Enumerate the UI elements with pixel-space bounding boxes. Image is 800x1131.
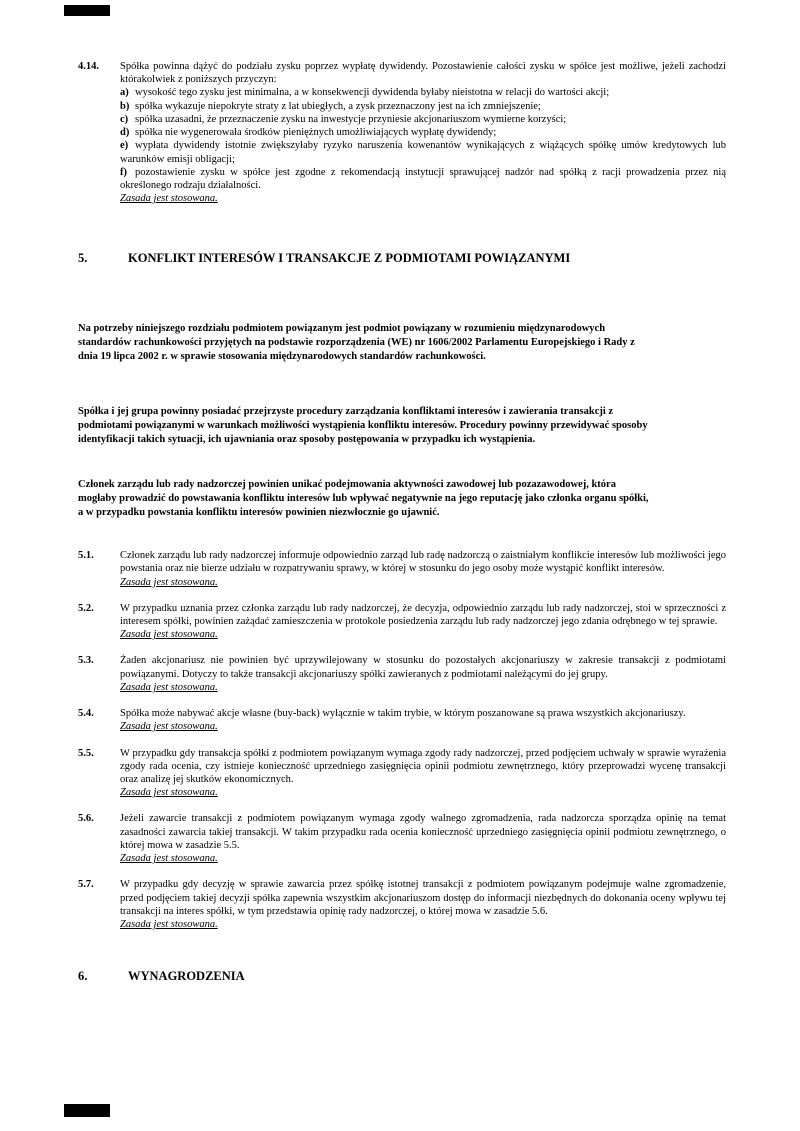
rule-body bbox=[120, 549, 726, 589]
rule-item-5-1 bbox=[78, 549, 726, 589]
subitem-letter: a) bbox=[120, 87, 129, 99]
rule-status: Zasada jest stosowana. bbox=[120, 681, 218, 693]
rule-number: 4.14. bbox=[78, 61, 99, 72]
section-number: 6. bbox=[78, 969, 88, 984]
rule-text: W przypadku gdy transakcja spółki z podmiotem powiązanym wymaga zgody rady nadzorczej, przed podjęciem uchwały w sprawie wyrażenia zgody rada ocenia, czy istnieje konieczność uprzedniego zasięgnięcia opinii podmiotu zewnętrznego, który przeprowadzi wycenę transakcji oraz analizę jej skutków ekonomicznych. bbox=[120, 747, 726, 786]
subitem-text: spółka uzasadni, że przeznaczenie zysku na inwestycje przyniesie akcjonariuszom wymierne korzyści; bbox=[135, 113, 567, 125]
section-title: KONFLIKT INTERESÓW I TRANSAKCJE Z PODMIOTAMI POWIĄZANYMI bbox=[128, 251, 571, 266]
rule-number: 5.6. bbox=[78, 813, 94, 825]
lead-paragraph: Członek zarządu lub rady nadzorczej powinien unikać podejmowania aktywności zawodowej lub pozazawodowej, która mogłaby prowadzić do powstawania konfliktu interesów lub wpływać negatywnie na jego reputację jako członka organu spółki, a w przypadku powstania konfliktu interesów powinien niezwłocznie go ujawnić. bbox=[78, 479, 649, 518]
subitem-text: wysokość tego zysku jest minimalna, a w konsekwencji dywidenda byłaby nieistotna w relacji do wartości akcji; bbox=[135, 87, 610, 99]
rule-text: W przypadku uznania przez członka zarządu lub rady nadzorczej, że decyzja, odpowiednio zarządu lub rady nadzorczej, stoi w sprzeczności z interesem spółki, powinien zażądać zamieszczenia w protokole posiedzenia zarządu lub rady nadzorczej jego zdania odrębnego w tej sprawie. bbox=[120, 602, 726, 628]
rule-body bbox=[120, 60, 726, 205]
rule-status: Zasada jest stosowana. bbox=[120, 787, 218, 799]
subitem-text: wypłata dywidendy istotnie zwiększyłaby ryzyko naruszenia kowenantów wynikających z wiążących spółkę umów kredytowych lub warunków emisji obligacji; bbox=[120, 140, 726, 165]
subitem-letter: e) bbox=[120, 140, 129, 152]
rule-item-5-5 bbox=[78, 747, 726, 800]
rule-intro: Spółka powinna dążyć do podziału zysku poprzez wypłatę dywidendy. Pozostawienie całości zysku w spółce jest możliwe, jeżeli zachodzi którakolwiek z poniższych przyczyn: bbox=[120, 61, 726, 86]
subitem-text: spółka nie wygenerowała środków pieniężnych umożliwiających wypłatę dywidendy; bbox=[135, 127, 497, 139]
rule-item-5-4 bbox=[78, 707, 726, 733]
rule-item-5-6 bbox=[78, 812, 726, 865]
document-content bbox=[78, 0, 726, 984]
rule-subitem-b bbox=[120, 100, 726, 113]
rule-text: Członek zarządu lub rady nadzorczej informuje odpowiednio zarząd lub radę nadzorczą o zaistniałym konflikcie interesów lub możliwości jego powstania oraz nie bierze udziału w rozpatrywaniu sprawy, w której w stosunku do jego osoby może wystąpić konflikt interesów. bbox=[120, 550, 726, 575]
section-number: 5. bbox=[78, 251, 88, 266]
rule-number: 5.3. bbox=[78, 655, 94, 667]
rule-status: Zasada jest stosowana. bbox=[120, 918, 218, 930]
rule-subitem-f bbox=[120, 166, 726, 192]
rule-status: Zasada jest stosowana. bbox=[120, 721, 218, 733]
rule-status: Zasada jest stosowana. bbox=[120, 853, 218, 865]
rule-body bbox=[120, 654, 726, 694]
rule-subitem-c bbox=[120, 113, 726, 126]
subitem-letter: d) bbox=[120, 127, 130, 139]
rule-number: 5.1. bbox=[78, 550, 94, 562]
rule-item-5-3 bbox=[78, 654, 726, 694]
rule-status: Zasada jest stosowana. bbox=[120, 629, 218, 641]
rule-subitem-a bbox=[120, 86, 726, 99]
rule-number: 5.7. bbox=[78, 879, 94, 891]
section-title: WYNAGRODZENIA bbox=[128, 969, 245, 984]
rule-text: Żaden akcjonariusz nie powinien być uprzywilejowany w stosunku do pozostałych akcjonariuszy w zakresie transakcji z podmiotami powiązanymi. Dotyczy to także transakcji akcjonariuszy spółki zawieranych z podmiotami należącymi do jej grupy. bbox=[120, 655, 726, 680]
rule-status: Zasada jest stosowana. bbox=[120, 193, 218, 205]
lead-paragraph: Spółka i jej grupa powinny posiadać przejrzyste procedury zarządzania konfliktami interesów i zawierania transakcji z podmiotami powiązanymi w warunkach możliwości wystąpienia konfliktu interesów. Procedury powinny przewidywać sposoby identyfikacji takich sytuacji, ich ujawniania oraz sposoby postępowania w przypadku ich wystąpienia. bbox=[78, 406, 648, 445]
rule-subitem-d bbox=[120, 126, 726, 139]
rule-number: 5.4. bbox=[78, 708, 94, 720]
rule-number: 5.5. bbox=[78, 747, 94, 759]
subitem-letter: b) bbox=[120, 100, 130, 112]
rule-body bbox=[120, 602, 726, 642]
rule-status: Zasada jest stosowana. bbox=[120, 576, 218, 588]
rule-subitem-e bbox=[120, 139, 726, 165]
rule-text: Jeżeli zawarcie transakcji z podmiotem powiązanym wymaga zgody walnego zgromadzenia, rada nadzorcza sporządza opinię na temat zasadności zawarcia takiej transakcji. W takim przypadku rada ocenia konieczność uprzedniego zasięgnięcia opinii podmiotu zewnętrznego, o której mowa w zasadzie 5.5. bbox=[120, 813, 726, 851]
redaction-bar-bottom bbox=[64, 1104, 110, 1117]
rule-item-5-7 bbox=[78, 878, 726, 931]
subitem-letter: c) bbox=[120, 113, 129, 125]
section-heading-5 bbox=[78, 251, 726, 266]
rule-item-4-14 bbox=[78, 60, 726, 205]
section-heading-6 bbox=[78, 969, 726, 984]
rule-number: 5.2. bbox=[78, 602, 94, 614]
rule-item-5-2 bbox=[78, 602, 726, 642]
rule-body bbox=[120, 812, 726, 865]
subitem-text: spółka wykazuje niepokryte straty z lat ubiegłych, a zysk przeznaczony jest na ich zmniejszenie; bbox=[135, 100, 541, 112]
rule-body bbox=[120, 878, 726, 931]
lead-paragraph: Na potrzeby niniejszego rozdziału podmiotem powiązanym jest podmiot powiązany w rozumieniu międzynarodowych standardów rachunkowości przyjętych na podstawie rozporządzenia (WE) nr 1606/2002 Parlamentu Europejskiego i Rady z dnia 19 lipca 2002 r. w sprawie stosowania międzynarodowych standardów rachunkowości. bbox=[78, 323, 635, 362]
subitem-letter: f) bbox=[120, 166, 127, 178]
rule-text: W przypadku gdy decyzję w sprawie zawarcia przez spółkę istotnej transakcji z podmiotem powiązanym podejmuje walne zgromadzenie, przed podjęciem takiej decyzji spółka zapewnia wszystkim akcjonariuszom dostęp do informacji niezbędnych do dokonania oceny wpływu tej transakcji na interes spółki, w tym przedstawia opinię rady nadzorczej, o której mowa w zasadzie 5.6. bbox=[120, 879, 726, 917]
subitem-text: pozostawienie zysku w spółce jest zgodne z rekomendacją instytucji sprawującej nadzór nad spółką z racji prowadzenia przez nią określonego rodzaju działalności. bbox=[120, 166, 726, 191]
rule-body bbox=[120, 747, 726, 800]
rule-body bbox=[120, 707, 726, 733]
rule-text: Spółka może nabywać akcje własne (buy-back) wyłącznie w takim trybie, w którym poszanowane są prawa wszystkich akcjonariuszy. bbox=[120, 708, 686, 720]
